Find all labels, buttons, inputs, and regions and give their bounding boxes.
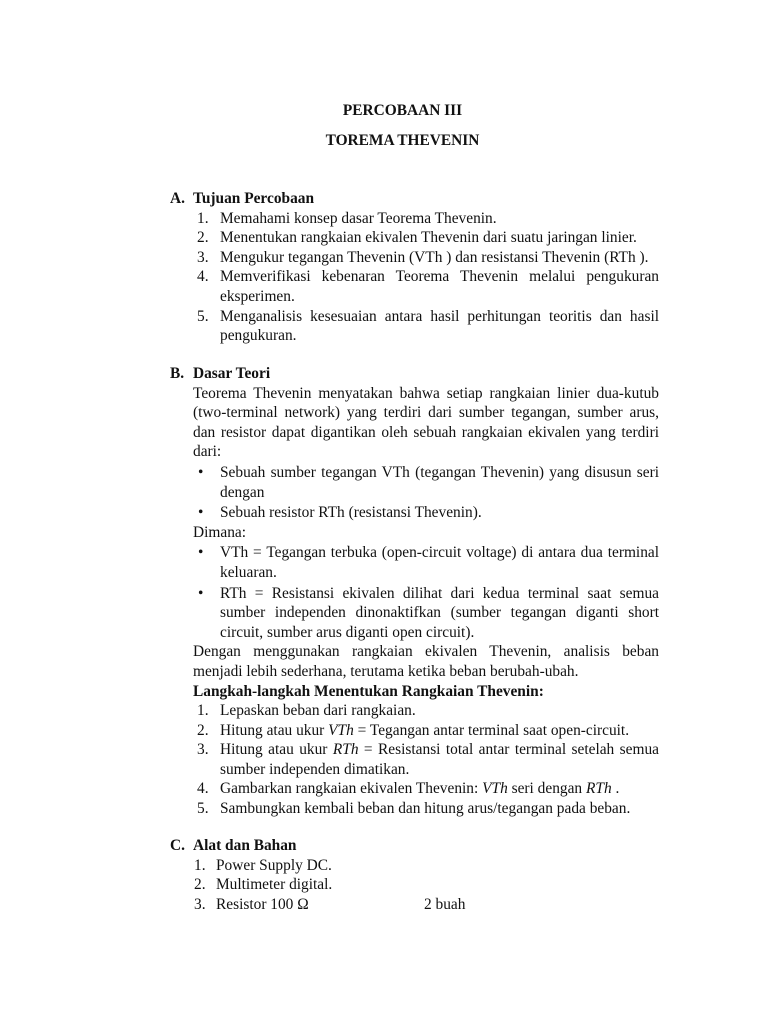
section-heading xyxy=(170,364,659,384)
bullet-text: RTh = Resistansi ekivalen dilihat dari kedua terminal saat semua sumber independen dinonaktifkan (sumber tegangan diganti short circuit, sumber arus diganti open circuit). xyxy=(220,584,659,641)
equipment-name: Resistor 100 Ω xyxy=(216,895,309,913)
list-number: 3. xyxy=(194,895,206,913)
step-text: Sambungkan kembali beban dan hitung arus/tegangan pada beban. xyxy=(220,800,631,818)
bullet-text: Sebuah resistor RTh (resistansi Thevenin). xyxy=(220,504,482,522)
list-text xyxy=(220,780,619,797)
step-text: Lepaskan beban dari rangkaian. xyxy=(220,702,416,720)
section-theory xyxy=(170,364,659,819)
list-number: 2. xyxy=(197,229,209,247)
equipment-name: Multimeter digital. xyxy=(216,876,333,894)
experiment-topic-title: TOREMA THEVENIN xyxy=(325,132,480,149)
list-text: Mengukur tegangan Thevenin (VTh ) dan resistansi Thevenin (RTh ). xyxy=(220,248,649,266)
list-number: 1. xyxy=(197,702,209,720)
step-item xyxy=(170,779,659,799)
list-number: 5. xyxy=(197,800,209,818)
bullet-marker: • xyxy=(198,584,204,602)
step-text: Gambarkan rangkaian ekivalen Thevenin: xyxy=(220,780,483,798)
section-title: Alat dan Bahan xyxy=(193,837,297,854)
equipment-name: Power Supply DC. xyxy=(216,856,332,874)
objective-item xyxy=(170,228,659,248)
symbol-rth: RTh xyxy=(585,780,612,798)
section-heading xyxy=(170,189,659,209)
step-text: seri dengan xyxy=(507,780,586,798)
section-equipment xyxy=(170,836,659,914)
section-letter: C. xyxy=(170,837,185,854)
bullet-text: Sebuah sumber tegangan VTh (tegangan Thevenin) yang disusun seri dengan xyxy=(220,463,659,501)
list-number: 4. xyxy=(197,780,209,798)
step-text: = Tegangan antar terminal saat open-circuit. xyxy=(353,721,630,739)
step-text: = Resistansi total antar terminal setelah semua sumber independen dimatikan. xyxy=(220,741,659,778)
symbol-rth: RTh xyxy=(332,741,359,759)
step-text: . xyxy=(611,780,620,798)
equipment-item xyxy=(170,895,659,915)
section-letter: B. xyxy=(170,365,185,382)
objective-item xyxy=(170,307,659,346)
step-item xyxy=(170,740,659,779)
bullet-marker: • xyxy=(198,544,204,562)
bullet-marker: • xyxy=(198,463,204,481)
list-number: 2. xyxy=(194,876,206,894)
section-objectives xyxy=(170,189,659,346)
list-text xyxy=(220,702,416,719)
list-text: Menentukan rangkaian ekivalen Thevenin dari suatu jaringan linier. xyxy=(220,229,637,247)
step-item xyxy=(170,799,659,819)
list-number: 3. xyxy=(197,248,209,266)
section-letter: A. xyxy=(170,190,185,207)
theory-intro-paragraph: Teorema Thevenin menyatakan bahwa setiap rangkaian linier dua-kutub (two-terminal network) yang terdiri dari sumber tegangan, sumber arus, dan resistor dapat digantikan oleh sebuah rangkaian ekivalen yang terdiri dari: xyxy=(193,384,659,461)
bullet-marker: • xyxy=(198,504,204,522)
list-text xyxy=(220,722,629,739)
section-heading xyxy=(170,836,659,856)
objective-item xyxy=(170,267,659,306)
equipment-item xyxy=(170,875,659,895)
list-number: 4. xyxy=(197,268,209,286)
objective-item xyxy=(170,209,659,229)
experiment-number-title: PERCOBAAN III xyxy=(342,102,463,119)
theory-closing-paragraph: Dengan menggunakan rangkaian ekivalen Thevenin, analisis beban menjadi lebih sederhana, terutama ketika beban berubah-ubah. xyxy=(193,643,659,680)
bullet-item xyxy=(170,503,659,523)
list-number: 2. xyxy=(197,721,209,739)
step-text: Hitung atau ukur xyxy=(220,721,329,739)
step-text: Hitung atau ukur xyxy=(220,741,333,759)
symbol-vth: VTh xyxy=(328,721,354,739)
list-number: 3. xyxy=(197,741,209,759)
step-item xyxy=(170,721,659,741)
list-number: 1. xyxy=(197,209,209,227)
section-title: Tujuan Percobaan xyxy=(193,190,315,207)
section-title: Dasar Teori xyxy=(193,365,271,382)
bullet-item xyxy=(170,584,659,643)
equipment-item xyxy=(170,856,659,876)
list-number: 5. xyxy=(197,307,209,325)
list-text xyxy=(220,800,630,817)
bullet-item xyxy=(170,463,659,502)
steps-heading: Langkah-langkah Menentukan Rangkaian Thevenin: xyxy=(193,682,544,700)
step-item xyxy=(170,701,659,721)
list-text: Menganalisis kesesuaian antara hasil perhitungan teoritis dan hasil pengukuran. xyxy=(220,307,659,345)
list-text: Memahami konsep dasar Teorema Thevenin. xyxy=(220,209,497,227)
list-text xyxy=(220,741,659,778)
objective-item xyxy=(170,248,659,268)
bullet-item xyxy=(170,543,659,582)
symbol-vth: VTh xyxy=(482,780,508,798)
bullet-text: VTh = Tegangan terbuka (open-circuit voltage) di antara dua terminal keluaran. xyxy=(220,544,659,581)
list-number: 1. xyxy=(194,856,206,874)
list-text: Memverifikasi kebenaran Teorema Thevenin melalui pengukuran eksperimen. xyxy=(220,268,659,305)
where-label: Dimana: xyxy=(193,523,246,541)
equipment-quantity: 2 buah xyxy=(424,895,466,913)
